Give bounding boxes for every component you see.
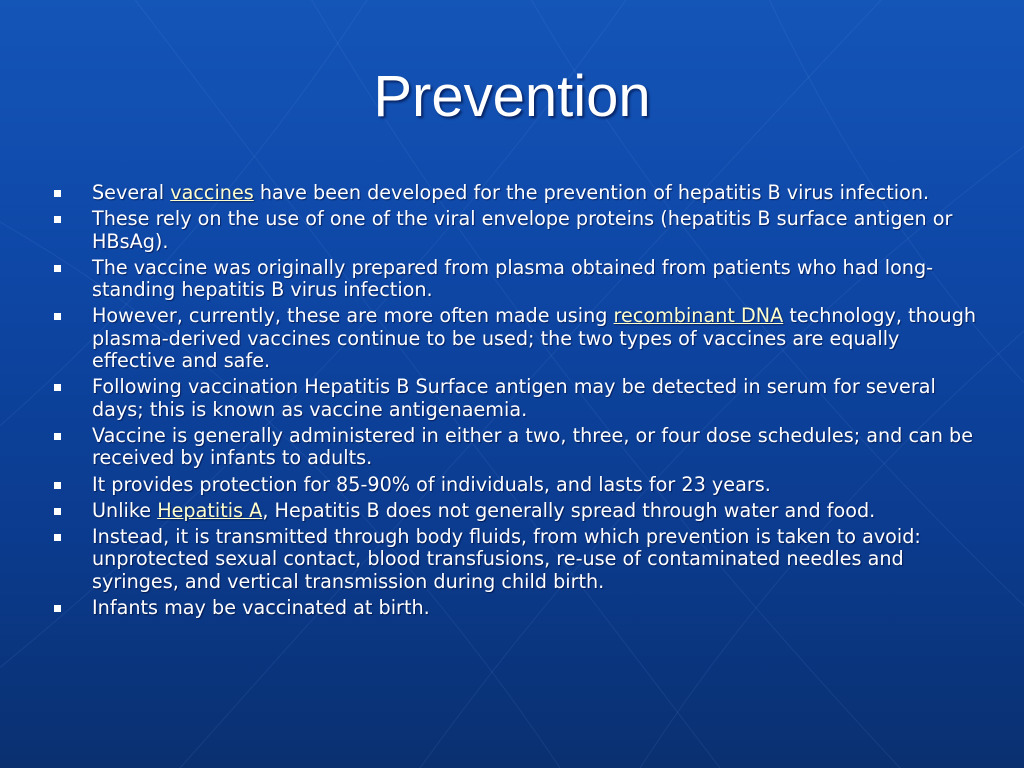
bullet-text: Following vaccination Hepatitis B Surface antigen may be detected in serum for several days; this is known as vaccine antigenaemia. (92, 375, 936, 421)
square-bullet-icon (54, 508, 61, 515)
bullet-item (48, 526, 983, 593)
bullet-text: The vaccine was originally prepared from plasma obtained from patients who had long-standing hepatitis B virus infection. (92, 255, 934, 302)
square-bullet-icon (54, 313, 61, 320)
square-bullet-icon (54, 265, 61, 272)
bullet-text: It provides protection for 85-90% of individuals, and lasts for 23 years. (92, 472, 771, 496)
bullet-text: Vaccine is generally administered in either a two, three, or four dose schedules; and can be received by infants to adults. (92, 423, 974, 470)
bullet-text: Instead, it is transmitted through body fluids, from which prevention is taken to avoid: unprotected sexual contact, blood transfusions, re-use of contaminated needles and syringes, and vertical transmission during child birth. (92, 525, 921, 593)
square-bullet-icon (54, 190, 61, 197)
vaccines-link[interactable]: vaccines (170, 181, 254, 204)
bullet-text: have been developed for the prevention of hepatitis B virus infection. (253, 181, 930, 204)
square-bullet-icon (54, 605, 61, 612)
bullet-item (48, 425, 983, 470)
square-bullet-icon (54, 482, 61, 489)
bullet-text: , Hepatitis B does not generally spread through water and food. (262, 498, 876, 522)
bullet-text: However, currently, these are more often made using (92, 304, 614, 328)
bullet-text: These rely on the use of one of the viral envelope proteins (hepatitis B surface antigen or HBsAg). (92, 207, 953, 253)
square-bullet-icon (54, 384, 61, 391)
bullet-text: Infants may be vaccinated at birth. (92, 596, 430, 620)
hepatitis-a-link[interactable]: Hepatitis A (157, 498, 263, 522)
square-bullet-icon (54, 534, 61, 541)
bullet-text: Unlike (92, 498, 158, 522)
bullet-list (48, 182, 983, 623)
square-bullet-icon (54, 216, 61, 223)
bullet-item (48, 208, 983, 253)
square-bullet-icon (54, 433, 61, 440)
bullet-item (48, 500, 983, 522)
bullet-text: technology, though plasma-derived vaccines continue to be used; the two types of vaccines are equally effective and safe. (92, 304, 977, 373)
slide-title: Prevention (373, 64, 651, 129)
bullet-item (48, 597, 983, 619)
recombinant-dna-link[interactable]: recombinant DNA (613, 304, 784, 328)
bullet-item (48, 257, 983, 302)
bullet-item (48, 182, 983, 204)
bullet-text: Several (92, 181, 171, 204)
bullet-item (48, 305, 983, 372)
bullet-item (48, 474, 983, 496)
bullet-item (48, 376, 983, 421)
